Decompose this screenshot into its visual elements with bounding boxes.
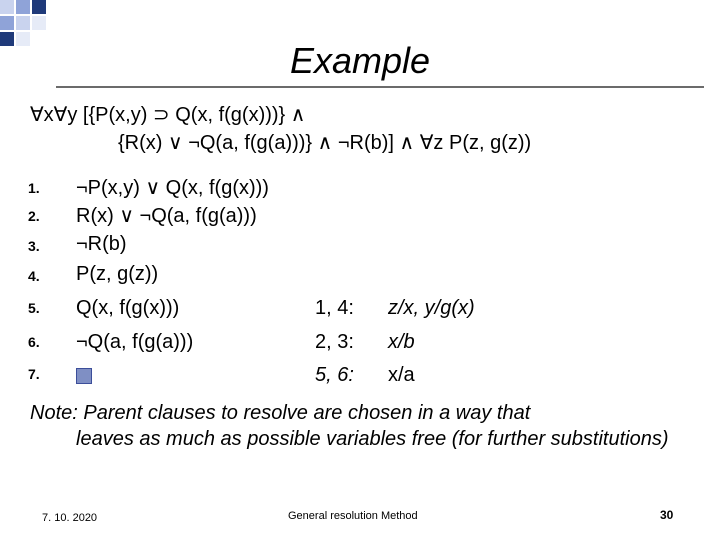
step-clause: Q(x, f(g(x))): [76, 297, 180, 319]
title-divider: [56, 86, 704, 88]
resolution-substitution: x/a: [388, 364, 415, 386]
note-line-2: leaves as much as possible variables free (for further substitutions): [76, 428, 669, 450]
step-number: 1.: [28, 180, 40, 196]
step-clause: ¬R(b): [76, 233, 127, 255]
formula-line-1: ∀x∀y [{P(x,y) ⊃ Q(x, f(g(x)))} ∧: [30, 104, 306, 126]
note-line-1: Note: Parent clauses to resolve are chosen in a way that: [30, 402, 531, 424]
resolution-parents: 1, 4:: [315, 297, 354, 319]
step-clause: R(x) ∨ ¬Q(a, f(g(a))): [76, 205, 257, 227]
resolution-substitution: x/b: [388, 331, 415, 353]
page-number: 30: [660, 508, 674, 522]
step-clause: ¬P(x,y) ∨ Q(x, f(g(x))): [76, 177, 269, 199]
step-number: 7.: [28, 366, 40, 382]
formula-line-2: {R(x) ∨ ¬Q(a, f(g(a)))} ∧ ¬R(b)] ∧ ∀z P(z, g(z)): [118, 132, 532, 154]
step-number: 4.: [28, 268, 40, 284]
footer-title: General resolution Method: [288, 510, 418, 522]
resolution-parents: 2, 3:: [315, 331, 354, 353]
step-number: 2.: [28, 208, 40, 224]
step-number: 3.: [28, 238, 40, 254]
step-clause: ¬Q(a, f(g(a))): [76, 331, 194, 353]
resolution-substitution: z/x, y/g(x): [388, 297, 475, 319]
step-number: 6.: [28, 334, 40, 350]
footer-date: 7. 10. 2020: [42, 512, 98, 524]
empty-clause-box: [76, 368, 92, 384]
resolution-parents: 5, 6:: [315, 364, 354, 386]
slide-title: Example: [289, 40, 431, 81]
step-clause: [76, 364, 92, 387]
step-clause: P(z, g(z)): [76, 263, 159, 285]
step-number: 5.: [28, 300, 40, 316]
note-text: [30, 400, 670, 452]
